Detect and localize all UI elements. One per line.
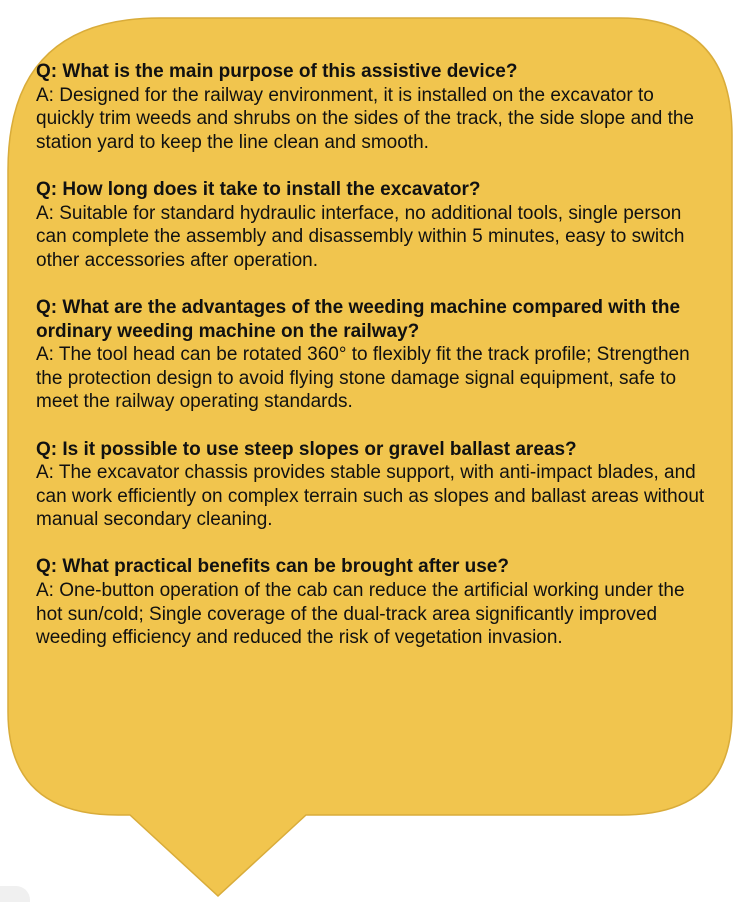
qa-item — [36, 60, 716, 154]
qa-question: Q: What are the advantages of the weeding machine compared with the ordinary weeding machine on the railway? — [36, 296, 681, 342]
qa-question: Q: How long does it take to install the excavator? — [36, 178, 481, 200]
qa-answer: A: The excavator chassis provides stable support, with anti-impact blades, and can work efficiently on complex terrain such as slopes and ballast areas without manual secondary cleaning. — [36, 462, 705, 531]
qa-item — [36, 555, 716, 649]
qa-question: Q: What is the main purpose of this assistive device? — [36, 61, 518, 82]
qa-answer: A: Designed for the railway environment, it is installed on the excavator to quickly trim weeds and shrubs on the sides of the track, the side slope and the station yard to keep the line clean and smooth. — [36, 84, 694, 153]
qa-item — [36, 438, 716, 532]
qa-question: Q: Is it possible to use steep slopes or gravel ballast areas? — [36, 438, 577, 460]
qa-answer: A: Suitable for standard hydraulic interface, no additional tools, single person can complete the assembly and disassembly within 5 minutes, easy to switch other accessories after operation. — [36, 202, 685, 271]
qa-item — [36, 296, 716, 414]
qa-answer: A: One-button operation of the cab can reduce the artificial working under the hot sun/cold; Single coverage of the dual-track area significantly improved weeding efficiency and reduced the risk of vegetation invasion. — [36, 580, 685, 649]
qa-item — [36, 178, 716, 272]
qa-list — [36, 60, 716, 673]
qa-question: Q: What practical benefits can be brought after use? — [36, 556, 509, 578]
qa-answer: A: The tool head can be rotated 360° to flexibly fit the track profile; Strengthen the protection design to avoid flying stone damage signal equipment, safe to meet the railway operating standards. — [36, 344, 690, 413]
